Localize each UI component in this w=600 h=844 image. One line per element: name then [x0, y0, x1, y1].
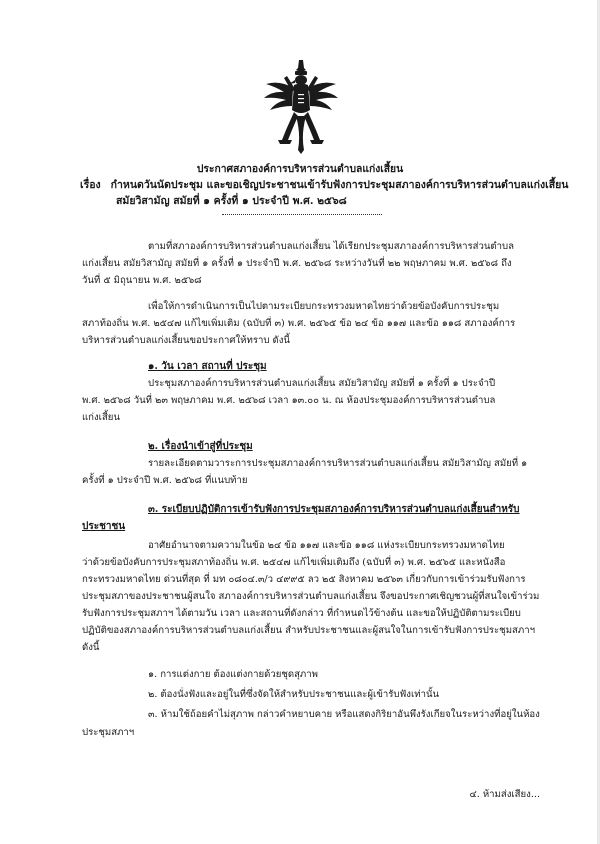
subject-label: เรื่อง [80, 179, 101, 191]
section3-line: รับฟังการประชุมสภาฯ ได้ตามวัน เวลา และสถานที่ดังกล่าว ที่กำหนดไว้ข้างต้น และขอให้ปฏิบัติตามระเบียบ [82, 608, 521, 619]
section3-heading: ๓. ระเบียบปฏิบัติการเข้ารับฟังการประชุมสภาองค์การบริหารส่วนตำบลแก่งเสี้ยนสำหรับ [148, 504, 520, 515]
section3-line: ปฏิบัติของสภาองค์การบริหารส่วนตำบลแก่งเสี้ยน สำหรับประชาชนและผู้สนใจในการเข้ารับฟังการประชุมสภาฯ [82, 625, 535, 636]
intro-p2-line: เพื่อให้การดำเนินการเป็นไปตามระเบียบกระทรวงมหาดไทยว่าด้วยข้อบังคับการประชุม [148, 301, 500, 312]
rule-item: ๓. ห้ามใช้ถ้อยคำไม่สุภาพ กล่าวคำหยาบคาย หรือแสดงกิริยาอันพึงรังเกียจในระหว่างที่อยู่ในห้อง [148, 709, 540, 720]
dotted-divider [222, 210, 382, 215]
garuda-emblem-icon [262, 58, 340, 156]
section3-line: ประชุมสภาของประชาชนผู้สนใจ สภาองค์การบริหารส่วนตำบลแก่งเสี้ยน จึงขอประกาศเชิญชวนผู้ที่สนใจเข้าร่วม [82, 591, 540, 602]
section3-line: กระทรวงมหาดไทย ด่วนที่สุด ที่ มท ๐๘๐๔.๓/ว ๔๙๙๕ ลว ๒๕ สิงหาคม ๒๕๖๓ เกี่ยวกับการเข้าร่วมรับฟังการ [82, 574, 526, 585]
section2-line: รายละเอียดตามวาระการประชุมสภาองค์การบริหารส่วนตำบลแก่งเสี้ยน สมัยวิสามัญ สมัยที่ ๑ [148, 458, 528, 469]
continued-marker: ๔. ห้ามส่งเสียง... [469, 789, 540, 800]
rule-item: ๑. การแต่งกาย ต้องแต่งกายด้วยชุดสุภาพ [148, 669, 318, 680]
intro-p2-line: บริหารส่วนตำบลแก่งเสี้ยนขอประกาศให้ทราบ ดังนี้ [82, 335, 290, 346]
notice-subject [80, 178, 568, 192]
intro-p1-line: ตามที่สภาองค์การบริหารส่วนตำบลแก่งเสี้ยน ได้เรียกประชุมสภาองค์การบริหารส่วนตำบล [148, 241, 515, 252]
section3-line: ดังนี้ [82, 642, 100, 653]
section1-heading: ๑. วัน เวลา สถานที่ ประชุม [148, 361, 267, 372]
intro-p1-line: แก่งเสี้ยน สมัยวิสามัญ สมัยที่ ๑ ครั้งที่ ๑ ประจำปี พ.ศ. ๒๕๖๘ ระหว่างวันที่ ๒๒ พฤษภาคม พ.ศ. ๒๕๖๘ ถึง [82, 258, 512, 269]
section3-line: ว่าด้วยข้อบังคับการประชุมสภาท้องถิ่น พ.ศ. ๒๕๔๗ แก้ไขเพิ่มเติมถึง (ฉบับที่ ๓) พ.ศ. ๒๕๖๕ และหนังสือ [82, 557, 506, 568]
intro-p1-line: วันที่ ๕ มิถุนายน พ.ศ. ๒๕๖๘ [82, 275, 202, 286]
intro-p2-line: สภาท้องถิ่น พ.ศ. ๒๕๔๗ แก้ไขเพิ่มเติม (ฉบับที่ ๓) พ.ศ. ๒๕๖๕ ข้อ ๒๔ ข้อ ๑๑๗ และข้อ ๑๑๘ สภาองค์การ [82, 318, 516, 329]
section2-heading: ๒. เรื่องนำเข้าสู่ที่ประชุม [148, 441, 253, 452]
subject-text: กำหนดวันนัดประชุม และขอเชิญประชาชนเข้ารับฟังการประชุมสภาองค์การบริหารส่วนตำบลแก่งเสี้ยน [110, 179, 569, 191]
section2-line: ครั้งที่ ๑ ประจำปี พ.ศ. ๒๕๖๘ ที่แนบท้าย [82, 475, 248, 486]
rule-item: ๒. ต้องนั่งฟังและอยู่ในที่ซึ่งจัดให้สำหรับประชาชนและผู้เข้ารับฟังเท่านั้น [148, 689, 440, 700]
section1-line: แก่งเสี้ยน [82, 412, 120, 423]
session-line: สมัยวิสามัญ สมัยที่ ๑ ครั้งที่ ๑ ประจำปี พ.ศ. ๒๕๖๘ [116, 195, 347, 207]
section3-line: อาศัยอำนาจตามความในข้อ ๒๔ ข้อ ๑๑๗ และข้อ ๑๑๘ แห่งระเบียบกระทรวงมหาดไทย [148, 540, 505, 551]
rule-item-cont: ประชุมสภาฯ [82, 727, 135, 738]
section3-heading-cont: ประชาชน [82, 521, 126, 532]
section1-line: พ.ศ. ๒๕๖๘ วันที่ ๒๓ พฤษภาคม พ.ศ. ๒๕๖๘ เวลา ๑๓.๐๐ น. ณ ห้องประชุมองค์การบริหารส่วนตำบล [82, 395, 496, 406]
section1-line: ประชุมสภาองค์การบริหารส่วนตำบลแก่งเสี้ยน สมัยวิสามัญ สมัยที่ ๑ ครั้งที่ ๑ ประจำปี [148, 378, 496, 389]
notice-title: ประกาศสภาองค์การบริหารส่วนตำบลแก่งเสี้ยน [196, 163, 404, 175]
